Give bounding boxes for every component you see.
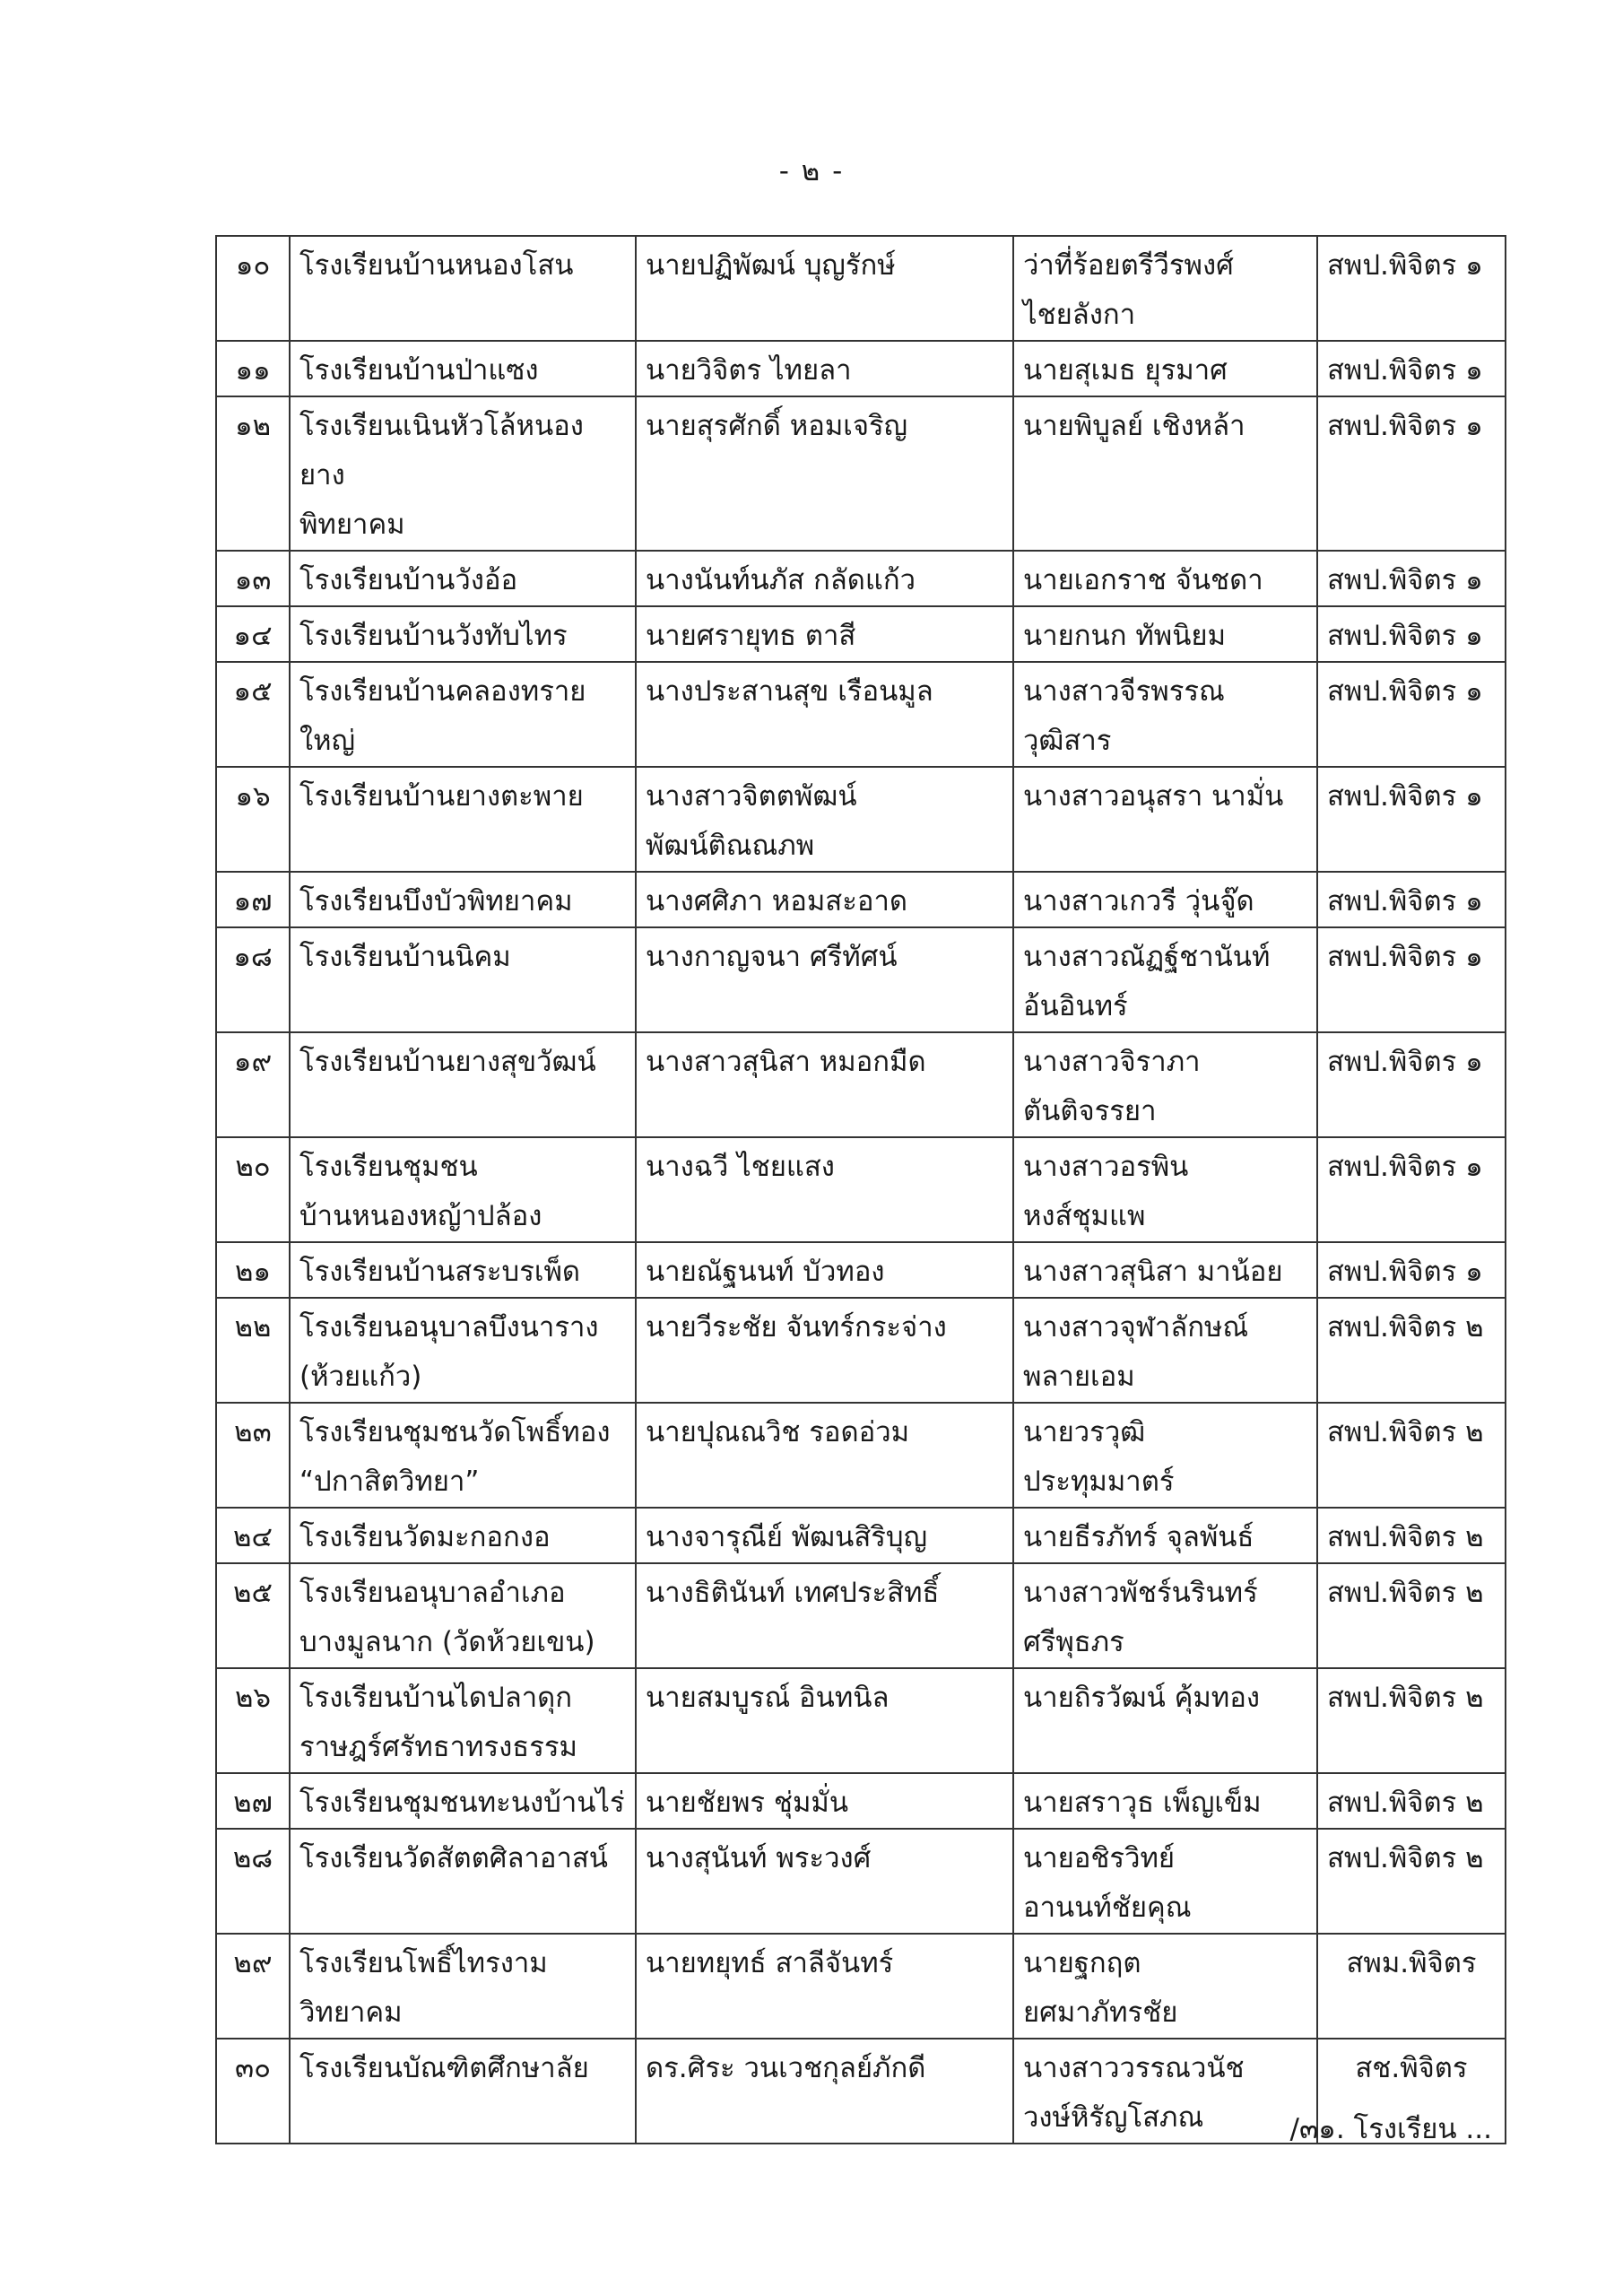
office-cell: สพป.พิจิตร ๒ xyxy=(1317,1508,1506,1563)
director-name-cell: นางสุนันท์ พระวงศ์ xyxy=(636,1829,1013,1934)
office-cell: สพป.พิจิตร ๑ xyxy=(1317,927,1506,1032)
school-name-cell: โรงเรียนชุมชน บ้านหนองหญ้าปล้อง xyxy=(290,1137,636,1242)
office-cell: สพป.พิจิตร ๑ xyxy=(1317,1032,1506,1137)
director-name-cell: นางธิตินันท์ เทศประสิทธิ์ xyxy=(636,1563,1013,1668)
school-name-cell: โรงเรียนบึงบัวพิทยาคม xyxy=(290,872,636,927)
row-number-cell: ๒๑ xyxy=(216,1242,290,1298)
deputy-name-cell: ว่าที่ร้อยตรีวีรพงศ์ ไชยลังกา xyxy=(1013,236,1317,341)
school-name-cell: โรงเรียนเนินหัวโล้หนองยาง พิทยาคม xyxy=(290,396,636,551)
table-row xyxy=(216,551,1506,606)
deputy-name-cell: นายถิรวัฒน์ คุ้มทอง xyxy=(1013,1668,1317,1773)
row-number-cell: ๒๙ xyxy=(216,1934,290,2039)
director-name-cell: นายวีระชัย จันทร์กระจ่าง xyxy=(636,1298,1013,1403)
row-number-cell: ๑๑ xyxy=(216,341,290,396)
office-cell: สพป.พิจิตร ๑ xyxy=(1317,236,1506,341)
school-name-cell: โรงเรียนบ้านยางตะพาย xyxy=(290,767,636,872)
director-name-cell: นางสาวจิตตพัฒน์ พัฒน์ติณณภพ xyxy=(636,767,1013,872)
table-row xyxy=(216,396,1506,551)
director-name-cell: นางประสานสุข เรือนมูล xyxy=(636,662,1013,767)
deputy-name-cell: นายกนก ทัพนิยม xyxy=(1013,606,1317,662)
deputy-name-cell: นางสาวอรพิน หงส์ชุมแพ xyxy=(1013,1137,1317,1242)
row-number-cell: ๒๕ xyxy=(216,1563,290,1668)
director-name-cell: ดร.ศิระ วนเวชกุลย์ภักดี xyxy=(636,2039,1013,2144)
table-body xyxy=(216,236,1506,2144)
office-cell: สช.พิจิตร xyxy=(1317,2039,1506,2144)
school-name-cell: โรงเรียนบ้านยางสุขวัฒน์ xyxy=(290,1032,636,1137)
table-row xyxy=(216,662,1506,767)
school-name-cell: โรงเรียนชุมชนวัดโพธิ์ทอง “ปกาสิตวิทยา” xyxy=(290,1403,636,1508)
deputy-name-cell: นางสาวสุนิสา มาน้อย xyxy=(1013,1242,1317,1298)
director-name-cell: นายวิจิตร ไทยลา xyxy=(636,341,1013,396)
row-number-cell: ๒๗ xyxy=(216,1773,290,1829)
director-name-cell: นางจารุณีย์ พัฒนสิริบุญ xyxy=(636,1508,1013,1563)
school-name-cell: โรงเรียนอนุบาลบึงนาราง (ห้วยแก้ว) xyxy=(290,1298,636,1403)
table-row xyxy=(216,872,1506,927)
row-number-cell: ๓๐ xyxy=(216,2039,290,2144)
office-cell: สพป.พิจิตร ๑ xyxy=(1317,341,1506,396)
row-number-cell: ๒๖ xyxy=(216,1668,290,1773)
row-number-cell: ๑๗ xyxy=(216,872,290,927)
director-name-cell: นางศศิภา หอมสะอาด xyxy=(636,872,1013,927)
table-row xyxy=(216,1773,1506,1829)
deputy-name-cell: นางสาวพัชร์นรินทร์ ศรีพุธภร xyxy=(1013,1563,1317,1668)
school-name-cell: โรงเรียนบ้านนิคม xyxy=(290,927,636,1032)
table-row xyxy=(216,1668,1506,1773)
school-name-cell: โรงเรียนวัดสัตตศิลาอาสน์ xyxy=(290,1829,636,1934)
deputy-name-cell: นายวรวุฒิ ประทุมมาตร์ xyxy=(1013,1403,1317,1508)
deputy-name-cell: นายธีรภัทร์ จุลพันธ์ xyxy=(1013,1508,1317,1563)
table-row xyxy=(216,767,1506,872)
school-name-cell: โรงเรียนบ้านป่าแซง xyxy=(290,341,636,396)
row-number-cell: ๒๔ xyxy=(216,1508,290,1563)
office-cell: สพป.พิจิตร ๒ xyxy=(1317,1773,1506,1829)
row-number-cell: ๑๖ xyxy=(216,767,290,872)
director-name-cell: นายสมบูรณ์ อินทนิล xyxy=(636,1668,1013,1773)
school-name-cell: โรงเรียนบ้านสระบรเพ็ด xyxy=(290,1242,636,1298)
director-name-cell: นายชัยพร ชุ่มมั่น xyxy=(636,1773,1013,1829)
school-name-cell: โรงเรียนบ้านไดปลาดุก ราษฎร์ศรัทธาทรงธรรม xyxy=(290,1668,636,1773)
school-name-cell: โรงเรียนบ้านคลองทราย ใหญ่ xyxy=(290,662,636,767)
office-cell: สพป.พิจิตร ๑ xyxy=(1317,396,1506,551)
table-row xyxy=(216,1298,1506,1403)
office-cell: สพป.พิจิตร ๑ xyxy=(1317,551,1506,606)
office-cell: สพป.พิจิตร ๑ xyxy=(1317,872,1506,927)
row-number-cell: ๒๘ xyxy=(216,1829,290,1934)
deputy-name-cell: นายสุเมธ ยุรมาศ xyxy=(1013,341,1317,396)
director-name-cell: นางกาญจนา ศรีทัศน์ xyxy=(636,927,1013,1032)
office-cell: สพป.พิจิตร ๑ xyxy=(1317,1137,1506,1242)
row-number-cell: ๑๔ xyxy=(216,606,290,662)
office-cell: สพป.พิจิตร ๒ xyxy=(1317,1403,1506,1508)
row-number-cell: ๑๐ xyxy=(216,236,290,341)
school-name-cell: โรงเรียนอนุบาลอำเภอ บางมูลนาก (วัดห้วยเขน) xyxy=(290,1563,636,1668)
school-name-cell: โรงเรียนบ้านวังอ้อ xyxy=(290,551,636,606)
deputy-name-cell: นางสาวอนุสรา นามั่น xyxy=(1013,767,1317,872)
office-cell: สพป.พิจิตร ๒ xyxy=(1317,1298,1506,1403)
table-row xyxy=(216,927,1506,1032)
office-cell: สพป.พิจิตร ๒ xyxy=(1317,1563,1506,1668)
school-name-cell: โรงเรียนชุมชนทะนงบ้านไร่ xyxy=(290,1773,636,1829)
row-number-cell: ๑๕ xyxy=(216,662,290,767)
table-row xyxy=(216,606,1506,662)
director-name-cell: นายปฏิพัฒน์ บุญรักษ์ xyxy=(636,236,1013,341)
director-name-cell: นางสาวสุนิสา หมอกมืด xyxy=(636,1032,1013,1137)
deputy-name-cell: นายสราวุธ เพ็ญเข็ม xyxy=(1013,1773,1317,1829)
row-number-cell: ๑๓ xyxy=(216,551,290,606)
row-number-cell: ๑๒ xyxy=(216,396,290,551)
school-name-cell: โรงเรียนบ้านวังทับไทร xyxy=(290,606,636,662)
office-cell: สพป.พิจิตร ๑ xyxy=(1317,1242,1506,1298)
director-name-cell: นางฉวี ไชยแสง xyxy=(636,1137,1013,1242)
deputy-name-cell: นางสาวจุฬาลักษณ์ พลายเอม xyxy=(1013,1298,1317,1403)
deputy-name-cell: นางสาวจิราภา ตันติจรรยา xyxy=(1013,1032,1317,1137)
director-name-cell: นายปุณณวิช รอดอ่วม xyxy=(636,1403,1013,1508)
table-row xyxy=(216,1563,1506,1668)
school-name-cell: โรงเรียนวัดมะกอกงอ xyxy=(290,1508,636,1563)
deputy-name-cell: นางสาวณัฏฐ์ชานันท์ อ้นอินทร์ xyxy=(1013,927,1317,1032)
table-row xyxy=(216,1508,1506,1563)
school-personnel-table xyxy=(215,235,1506,2144)
school-name-cell: โรงเรียนบ้านหนองโสน xyxy=(290,236,636,341)
deputy-name-cell: นายเอกราช จันชดา xyxy=(1013,551,1317,606)
deputy-name-cell: นายอชิรวิทย์ อานนท์ชัยคุณ xyxy=(1013,1829,1317,1934)
office-cell: สพป.พิจิตร ๑ xyxy=(1317,606,1506,662)
table-row xyxy=(216,341,1506,396)
office-cell: สพม.พิจิตร xyxy=(1317,1934,1506,2039)
continuation-note: /๓๑. โรงเรียน ... xyxy=(1289,2113,1492,2145)
row-number-cell: ๒๓ xyxy=(216,1403,290,1508)
row-number-cell: ๑๘ xyxy=(216,927,290,1032)
office-cell: สพป.พิจิตร ๒ xyxy=(1317,1829,1506,1934)
row-number-cell: ๒๐ xyxy=(216,1137,290,1242)
table-row xyxy=(216,236,1506,341)
deputy-name-cell: นางสาวเกวรี วุ่นจู๊ด xyxy=(1013,872,1317,927)
deputy-name-cell: นางสาววรรณวนัช วงษ์หิรัญโสภณ xyxy=(1013,2039,1317,2144)
deputy-name-cell: นายพิบูลย์ เชิงหล้า xyxy=(1013,396,1317,551)
office-cell: สพป.พิจิตร ๒ xyxy=(1317,1668,1506,1773)
director-name-cell: นายศรายุทธ ตาสี xyxy=(636,606,1013,662)
office-cell: สพป.พิจิตร ๑ xyxy=(1317,767,1506,872)
director-name-cell: นายทยุทธ์ สาลีจันทร์ xyxy=(636,1934,1013,2039)
school-table-container xyxy=(215,235,1505,2144)
director-name-cell: นางนันท์นภัส กลัดแก้ว xyxy=(636,551,1013,606)
table-row xyxy=(216,1403,1506,1508)
table-row xyxy=(216,1934,1506,2039)
school-name-cell: โรงเรียนโพธิ์ไทรงาม วิทยาคม xyxy=(290,1934,636,2039)
page-number: - ๒ - xyxy=(778,155,845,187)
table-row xyxy=(216,1032,1506,1137)
deputy-name-cell: นายฐกฤต ยศมาภัทรชัย xyxy=(1013,1934,1317,2039)
table-row xyxy=(216,1242,1506,1298)
director-name-cell: นายณัฐนนท์ บัวทอง xyxy=(636,1242,1013,1298)
row-number-cell: ๒๒ xyxy=(216,1298,290,1403)
table-row xyxy=(216,1137,1506,1242)
office-cell: สพป.พิจิตร ๑ xyxy=(1317,662,1506,767)
school-name-cell: โรงเรียนบัณฑิตศึกษาลัย xyxy=(290,2039,636,2144)
row-number-cell: ๑๙ xyxy=(216,1032,290,1137)
director-name-cell: นายสุรศักดิ์ หอมเจริญ xyxy=(636,396,1013,551)
table-row xyxy=(216,1829,1506,1934)
deputy-name-cell: นางสาวจีรพรรณ วุฒิสาร xyxy=(1013,662,1317,767)
